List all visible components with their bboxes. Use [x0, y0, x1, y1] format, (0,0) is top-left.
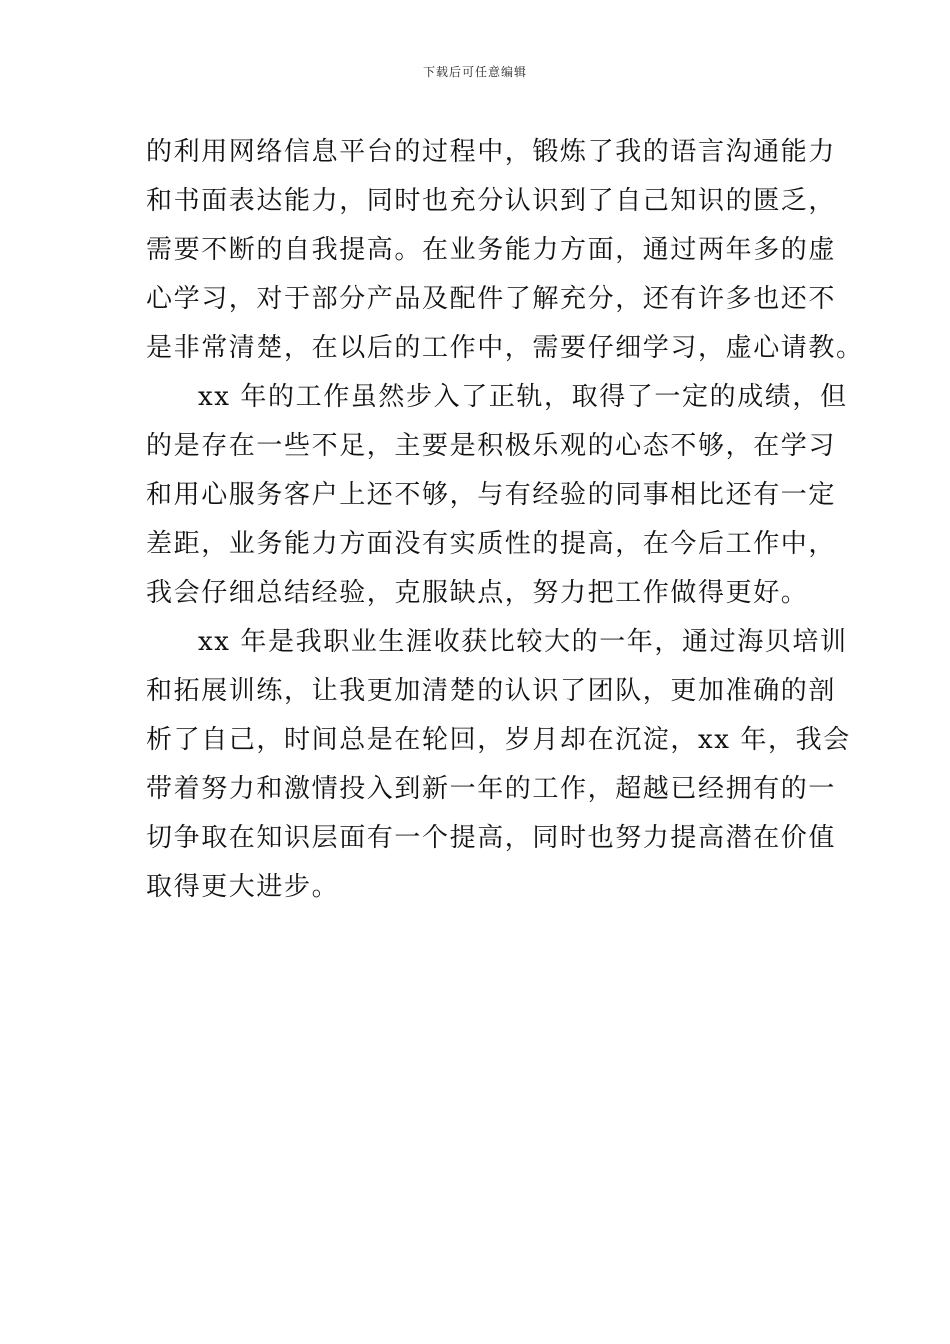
body-line: 和用心服务客户上还不够，与有经验的同事相比还有一定	[146, 480, 837, 510]
body-line: 差距，业务能力方面没有实质性的提高，在今后工作中，	[146, 529, 837, 559]
body-line: 是非常清楚，在以后的工作中，需要仔细学习，虚心请教。	[146, 333, 864, 363]
paragraph-first-line: xx 年是我职业生涯收获比较大的一年，通过海贝培训	[198, 627, 848, 657]
body-line: 析了自己，时间总是在轮回，岁月却在沉淀，xx 年，我会	[146, 725, 851, 755]
body-line: 切争取在知识层面有一个提高，同时也努力提高潜在价值	[146, 823, 837, 853]
body-line: 需要不断的自我提高。在业务能力方面，通过两年多的虚	[146, 235, 837, 265]
body-line: 的是存在一些不足，主要是积极乐观的心态不够，在学习	[146, 431, 837, 461]
page-header-note: 下载后可任意编辑	[422, 65, 527, 79]
body-line: 我会仔细总结经验，克服缺点，努力把工作做得更好。	[146, 578, 809, 608]
body-line: 和书面表达能力，同时也充分认识到了自己知识的匮乏，	[146, 186, 837, 216]
body-line: 的利用网络信息平台的过程中，锻炼了我的语言沟通能力	[146, 137, 837, 167]
body-line: 带着努力和激情投入到新一年的工作，超越已经拥有的一	[146, 774, 837, 804]
body-line: 取得更大进步。	[146, 872, 340, 902]
body-line: 和拓展训练，让我更加清楚的认识了团队，更加准确的剖	[146, 676, 837, 706]
paragraph-first-line: xx 年的工作虽然步入了正轨，取得了一定的成绩，但	[198, 382, 848, 412]
body-line: 心学习，对于部分产品及配件了解充分，还有许多也还不	[146, 284, 837, 314]
document-body	[146, 128, 864, 912]
